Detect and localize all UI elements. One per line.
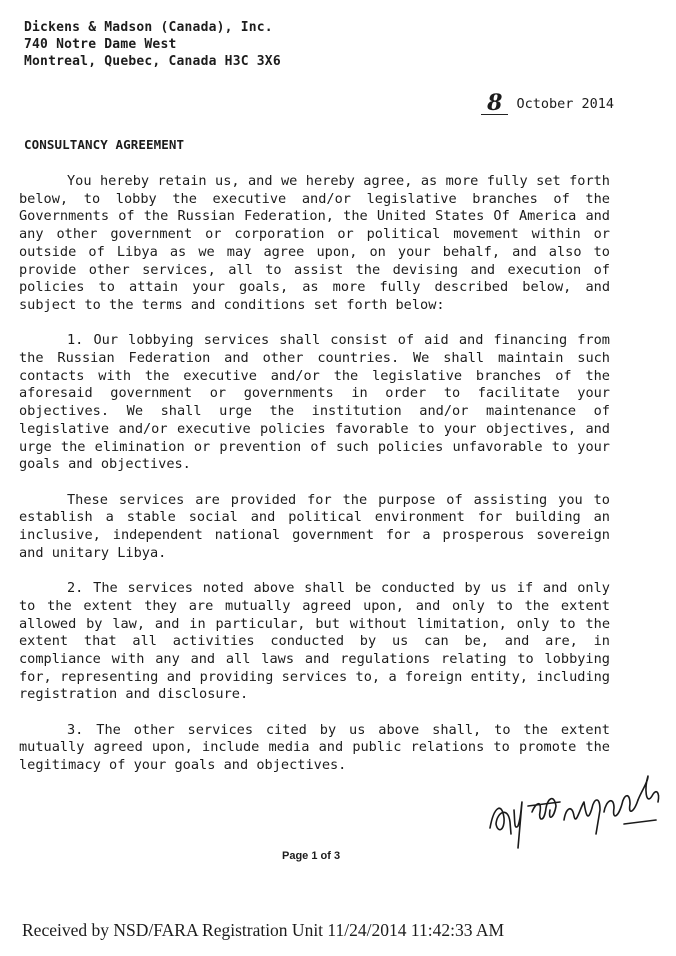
paragraph-clause-1: 1. Our lobbying services shall consist of aid and financing from the Russian Federation and other countries. We shall maintain such contacts with the executive and/or the legislative branches of the aforesaid government or governments in order to facilitate your objectives. We shall urge the institution and/or maintenance of legislative and/or executive policies favorable to your objectives, and urge the elimination or prevention of such policies unfavorable to your goals and objectives. bbox=[19, 332, 610, 473]
agreement-title: CONSULTANCY AGREEMENT bbox=[24, 137, 185, 152]
city-address: Montreal, Quebec, Canada H3C 3X6 bbox=[24, 54, 281, 69]
paragraph-purpose: These services are provided for the purpose of assisting you to establish a stable social and political environment for building an inclusive, independent national government for a prosperous sovereign and unitary Libya. bbox=[19, 491, 610, 561]
date-month-year: October 2014 bbox=[516, 96, 614, 112]
paragraph-clause-3: 3. The other services cited by us above shall, to the extent mutually agreed upon, include media and public relations to promote the legitimacy of your goals and objectives. bbox=[19, 721, 610, 774]
handwritten-signature bbox=[488, 772, 668, 857]
paragraph-intro: You hereby retain us, and we hereby agree, as more fully set forth below, to lobby the executive and/or legislative branches of the Governments of the Russian Federation, the United States Of America and any other government or corporation or political movement within or outside of Libya as we may agree upon, on your behalf, and also to provide other services, all to assist the devising and execution of policies to attain your goals, as more fully described below, and subject to the terms and conditions set forth below: bbox=[19, 173, 610, 313]
page-number: Page 1 of 3 bbox=[282, 850, 341, 862]
company-name: Dickens & Madson (Canada), Inc. bbox=[24, 20, 273, 35]
received-stamp: Received by NSD/FARA Registration Unit 11/24/2014 11:42:33 AM bbox=[22, 920, 505, 940]
letterhead bbox=[24, 19, 281, 70]
handwritten-day: 8 bbox=[481, 92, 508, 115]
agreement-body bbox=[19, 173, 610, 793]
paragraph-clause-2: 2. The services noted above shall be conducted by us if and only to the extent they are mutually agreed upon, and only to the extent allowed by law, and in particular, but without limitation, only to the extent that all activities conducted by us can be, and are, in compliance with any and all laws and regulations relating to lobbying for, representing and providing services to, a foreign entity, including registration and disclosure. bbox=[19, 580, 610, 703]
date-line bbox=[481, 92, 614, 115]
street-address: 740 Notre Dame West bbox=[24, 37, 177, 52]
